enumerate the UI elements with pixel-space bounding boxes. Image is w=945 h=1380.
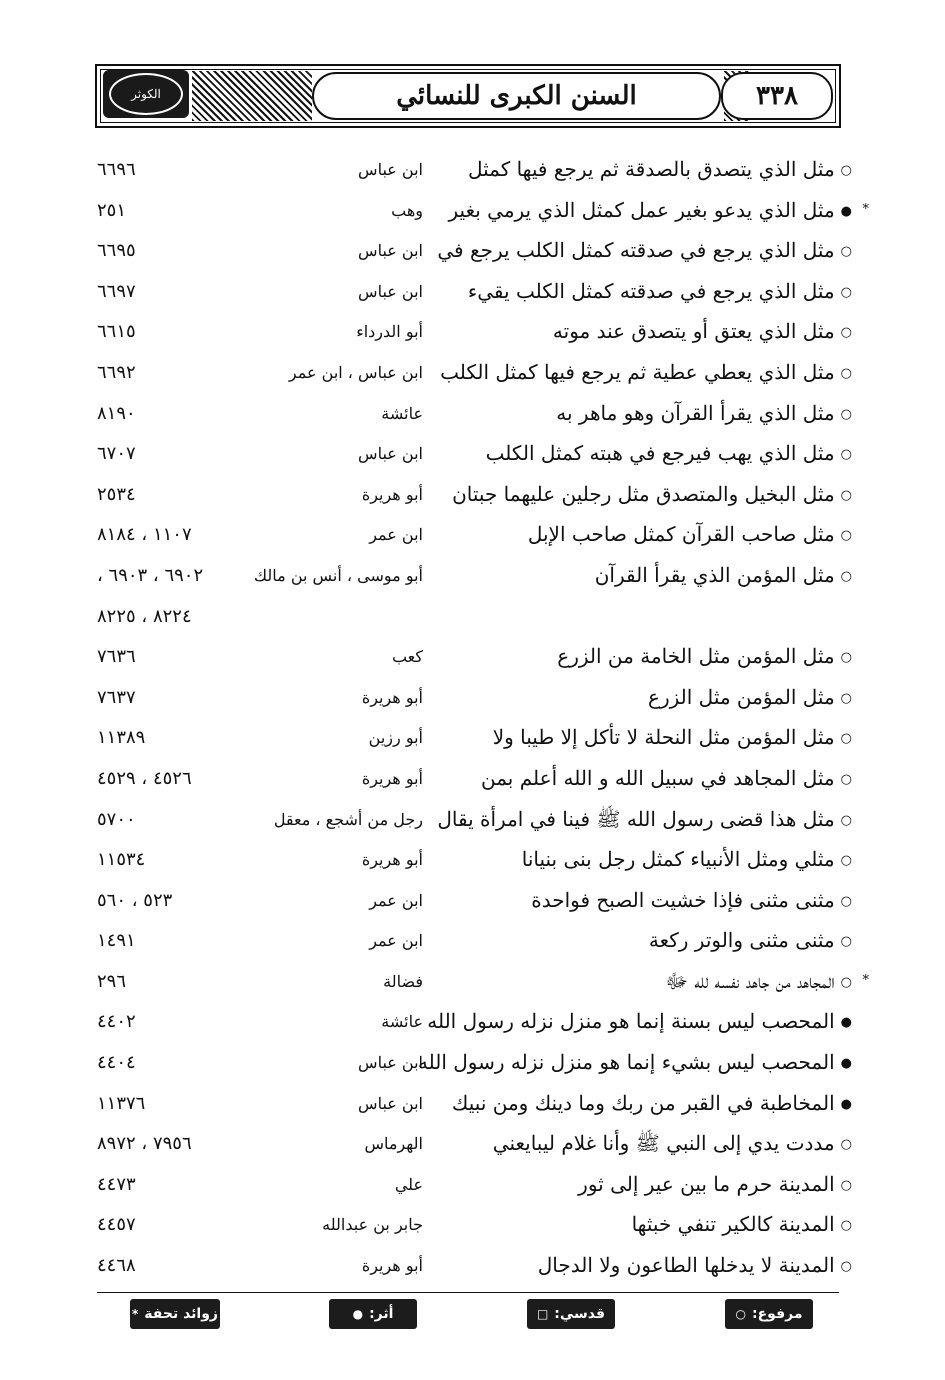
hadith-type-marker: ● [840, 1056, 852, 1072]
publisher-seal [103, 70, 189, 118]
title-cartouche [312, 72, 721, 120]
hadith-phrase [452, 1091, 852, 1115]
hadith-phrase-text: مثل المؤمن مثل الخامة من الزرع [557, 644, 835, 669]
index-row [0, 679, 945, 720]
hadith-phrase-text: المحصب ليس بسنة إنما هو منزل نزله رسول الله [427, 1009, 835, 1034]
hadith-numbers: ٦٦٩٥ [97, 240, 136, 262]
index-row [0, 1206, 945, 1247]
narrator: جابر بن عبدالله [322, 1215, 423, 1235]
index-row [0, 882, 945, 923]
narrator: رجل من أشجع ، معقل [273, 809, 423, 829]
narrator: ابن عباس [358, 160, 423, 179]
narrator: أبو رزين [368, 728, 423, 748]
hadith-phrase-text: مثل الذي يعتق أو يتصدق عند موته [552, 319, 835, 344]
hadith-phrase-text: المدينة حرم ما بين عير إلى ثور [578, 1171, 835, 1196]
page-number-box [721, 72, 833, 120]
index-row [0, 801, 945, 842]
narrator: فضالة [383, 971, 423, 991]
narrator: ابن عمر [369, 525, 423, 545]
hadith-phrase-text: مثل البخيل والمتصدق مثل رجلين عليهما جبتان [452, 481, 835, 506]
index-row [0, 922, 945, 963]
index-row [0, 1166, 945, 1207]
hadith-phrase-text: مثل الذي يرجع في صدقته كمثل الكلب يقيء [467, 278, 835, 303]
hadith-phrase-text: مثل الذي يتصدق بالصدقة ثم يرجع فيها كمثل [467, 157, 835, 181]
hadith-numbers: ٧٩٥٦ ، ٨٩٧٢ [97, 1133, 192, 1155]
hadith-type-marker: ● [840, 203, 852, 219]
hadith-numbers: ٢٥١ [97, 199, 127, 221]
narrator: أبو الدرداء [356, 322, 423, 342]
legend-marfu-label: مرفوع: [752, 1306, 803, 1322]
hadith-numbers: ٦٦٩٦ [97, 159, 136, 180]
hadith-type-marker: ○ [840, 1259, 852, 1275]
hadith-type-marker: ○ [840, 568, 852, 584]
narrator: أبو هريرة [361, 768, 423, 788]
index-row [0, 1003, 945, 1044]
hadith-phrase-text: مثنى مثنى والوتر ركعة [648, 928, 835, 953]
hadith-phrase [649, 928, 852, 952]
hadith-phrase [528, 522, 852, 546]
narrator: أبو هريرة [361, 1256, 423, 1276]
hadith-type-marker: ○ [840, 528, 852, 544]
index-row [0, 516, 945, 557]
narrator: عائشة [381, 403, 423, 423]
hadith-type-marker: ○ [840, 487, 852, 503]
legend-qudsi [527, 1299, 615, 1329]
narrator: أبو موسى ، أنس بن مالك [253, 565, 423, 585]
hadith-phrase [440, 360, 852, 384]
hadith-type-marker: ● [840, 1096, 852, 1112]
hadith-numbers: ١١٠٧ ، ٨١٨٤ [97, 524, 192, 546]
hadith-numbers: ٦٦٩٧ [97, 280, 136, 302]
zawaid-star-marker: * [862, 201, 869, 217]
index-row [0, 557, 945, 598]
narrator: ابن عباس [358, 1093, 423, 1113]
hadith-phrase-text: مثل الذي يهب فيرجع في هبته كمثل الكلب [485, 441, 835, 466]
hadith-type-marker: ○ [840, 690, 852, 706]
hadith-phrase [595, 563, 852, 587]
hadith-phrase [468, 157, 852, 181]
hadith-type-marker: ○ [840, 365, 852, 381]
index-row [0, 354, 945, 395]
narrator: كعب [391, 647, 423, 667]
hadith-phrase [437, 807, 852, 836]
legend-zawaid [130, 1299, 220, 1329]
narrator: ابن عباس [358, 1053, 423, 1073]
hadith-numbers: ٨١٩٠ [97, 402, 136, 424]
hadith-numbers: ٤٤٠٢ [97, 1011, 136, 1033]
hadith-phrase-text: مثل المؤمن مثل النحلة لا تأكل إلا طيبا ولا [492, 725, 835, 750]
hadith-phrase-text: مثل هذا قضى رسول الله ﷺ فينا في امرأة يقال [437, 806, 835, 831]
hadith-type-marker: ○ [840, 893, 852, 909]
hadith-numbers: ١١٣٧٦ [97, 1092, 146, 1114]
hadith-type-marker: ○ [840, 934, 852, 950]
narrator: أبو هريرة [361, 687, 423, 707]
publisher-seal-text: الكوثر [109, 73, 183, 115]
hadith-phrase [538, 1253, 852, 1277]
hadith-type-marker: ○ [840, 650, 852, 666]
legend-qudsi-label: قدسي: [554, 1306, 606, 1322]
hadith-phrase [557, 644, 852, 668]
hadith-numbers: ٤٥٢٦ ، ٤٥٢٩ [97, 767, 192, 789]
legend-marfu-symbol: ○ [735, 1307, 746, 1321]
hadith-type-marker: ○ [840, 163, 852, 178]
hadith-type-marker: ○ [840, 1218, 852, 1234]
index-row [0, 313, 945, 354]
hadith-numbers: ٥٧٠٠ [97, 808, 136, 830]
index-row [0, 598, 945, 639]
hadith-phrase-text: مددت يدي إلى النبي ﷺ وأنا غلام ليبايعني [492, 1131, 835, 1156]
hadith-phrase [452, 482, 852, 506]
legend-qudsi-symbol: □ [536, 1307, 549, 1321]
hadith-phrase-text: مثل الذي يعطي عطية ثم يرجع فيها كمثل الكلب [440, 359, 835, 384]
hadith-numbers: ٦٦١٥ [97, 321, 136, 343]
hadith-phrase [648, 685, 852, 709]
hadith-phrase-text: مثلي ومثل الأنبياء كمثل رجل بنى بنيانا [521, 847, 835, 872]
hadith-phrase [427, 1009, 852, 1033]
hadith-type-marker: ○ [840, 244, 852, 260]
index-row [0, 1044, 945, 1085]
hadith-numbers: ٦٧٠٧ [97, 443, 136, 465]
hadith-phrase [665, 969, 852, 998]
hadith-numbers: ٧٦٣٦ [97, 646, 136, 668]
hadith-phrase-text: المجاهد من جاهد نفسه لله ﷻ [665, 968, 835, 993]
narrator: ابن عباس [358, 241, 423, 261]
legend-athar-symbol: ● [352, 1307, 364, 1321]
index-row [0, 760, 945, 801]
hadith-type-marker: ○ [840, 284, 852, 300]
header-ornament-left [192, 71, 312, 121]
hadith-type-marker: ○ [840, 731, 852, 747]
hadith-phrase [556, 401, 852, 425]
narrator: عائشة [381, 1012, 423, 1032]
book-title: السنن الكبرى للنسائي [396, 81, 637, 111]
hadith-type-marker: ○ [840, 1177, 852, 1193]
hadith-numbers: ٧٦٣٧ [97, 686, 136, 708]
legend-athar [329, 1299, 417, 1329]
hadith-phrase-text: مثل المجاهد في سبيل الله و الله أعلم بمن [481, 765, 835, 790]
hadith-numbers: ٤٤٠٤ [97, 1052, 136, 1074]
index-row [0, 841, 945, 882]
index-row [0, 963, 945, 1004]
footer-rule [97, 1292, 839, 1293]
narrator: الهرماس [364, 1134, 423, 1154]
index-row [0, 192, 945, 233]
index-row [0, 719, 945, 760]
narrator: أبو هريرة [361, 484, 423, 504]
hadith-phrase [493, 725, 852, 749]
hadith-numbers: ٤٤٦٨ [97, 1255, 136, 1277]
narrator: ابن عمر [369, 890, 423, 910]
hadith-phrase [578, 1172, 852, 1196]
index-row [0, 435, 945, 476]
narrator: ابن عباس [358, 281, 423, 301]
legend-zawaid-symbol: * [132, 1307, 139, 1321]
hadith-phrase-text: مثنى مثنى فإذا خشيت الصبح فواحدة [531, 887, 835, 912]
hadith-phrase [486, 441, 852, 465]
hadith-phrase-text: مثل الذي يدعو بغير عمل كمثل الذي يرمي بغير [448, 197, 835, 222]
hadith-numbers: ١١٥٣٤ [97, 849, 146, 871]
hadith-type-marker: ○ [840, 325, 852, 341]
hadith-phrase-text: مثل صاحب القرآن كمثل صاحب الإبل [527, 522, 835, 547]
index-row [0, 273, 945, 314]
index-row [0, 232, 945, 273]
hadith-phrase-text: مثل المؤمن الذي يقرأ القرآن [594, 562, 835, 587]
hadith-numbers: ٢٥٣٤ [97, 483, 136, 505]
page-number: ٣٣٨ [756, 81, 798, 111]
index-list [0, 151, 945, 1288]
hadith-phrase [553, 319, 852, 343]
page-header [95, 64, 841, 128]
hadith-phrase-text: مثل الذي يقرأ القرآن وهو ماهر به [556, 400, 835, 425]
hadith-phrase [418, 1050, 852, 1074]
hadith-type-marker: ○ [840, 812, 852, 828]
hadith-type-marker: ● [840, 1015, 852, 1031]
hadith-phrase-text: المدينة كالكير تنفي خبثها [631, 1212, 835, 1237]
hadith-phrase [437, 238, 852, 262]
narrator: ابن عباس [358, 444, 423, 464]
hadith-type-marker: ○ [840, 853, 852, 869]
narrator: علي [394, 1174, 423, 1194]
hadith-phrase [449, 198, 853, 222]
hadith-numbers: ٦٦٩٢ [97, 361, 136, 383]
legend-zawaid-label: زوائد تحفة [144, 1306, 218, 1322]
hadith-numbers: ٥٢٣ ، ٥٦٠ [97, 889, 173, 911]
hadith-phrase [632, 1212, 852, 1236]
hadith-numbers: ٨٢٢٤ ، ٨٢٢٥ [97, 605, 192, 627]
hadith-numbers: ١٤٩١ [97, 930, 136, 952]
hadith-phrase [481, 766, 852, 790]
hadith-numbers: ١١٣٨٩ [97, 727, 146, 749]
index-row [0, 151, 945, 192]
hadith-phrase-text: المحصب ليس بشيء إنما هو منزل نزله رسول الله [417, 1050, 835, 1075]
zawaid-star-marker: * [862, 972, 869, 988]
legend-athar-label: أثر: [369, 1306, 394, 1322]
hadith-phrase [531, 888, 852, 912]
hadith-type-marker: ○ [840, 1137, 852, 1153]
hadith-phrase-text: المخاطبة في القبر من ربك وما دينك ومن نبيك [451, 1090, 835, 1115]
hadith-type-marker: ○ [840, 447, 852, 463]
narrator: ابن عباس ، ابن عمر [288, 362, 423, 382]
index-row [0, 476, 945, 517]
index-row [0, 1125, 945, 1166]
index-row [0, 638, 945, 679]
index-row [0, 1247, 945, 1288]
hadith-phrase-text: مثل المؤمن مثل الزرع [648, 684, 835, 709]
hadith-numbers: ٤٤٧٣ [97, 1173, 136, 1195]
narrator: وهب [391, 200, 423, 220]
hadith-type-marker: ○ [840, 406, 852, 422]
narrator: ابن عمر [369, 931, 423, 951]
hadith-phrase [522, 847, 852, 871]
hadith-numbers: ٢٩٦ [97, 970, 127, 992]
index-row [0, 1085, 945, 1126]
hadith-numbers: ٤٤٥٧ [97, 1214, 136, 1236]
narrator: أبو هريرة [361, 850, 423, 870]
hadith-phrase [493, 1131, 852, 1160]
legend-marfu [725, 1299, 813, 1329]
index-row [0, 395, 945, 436]
hadith-phrase-text: المدينة لا يدخلها الطاعون ولا الدجال [537, 1253, 835, 1278]
hadith-type-marker: ○ [840, 771, 852, 787]
hadith-type-marker: ○ [840, 974, 852, 990]
hadith-phrase-text: مثل الذي يرجع في صدقته كمثل الكلب يرجع في [437, 238, 835, 263]
hadith-numbers: ٦٩٠٢ ، ٦٩٠٣ ، [97, 564, 204, 586]
hadith-phrase [468, 279, 852, 303]
